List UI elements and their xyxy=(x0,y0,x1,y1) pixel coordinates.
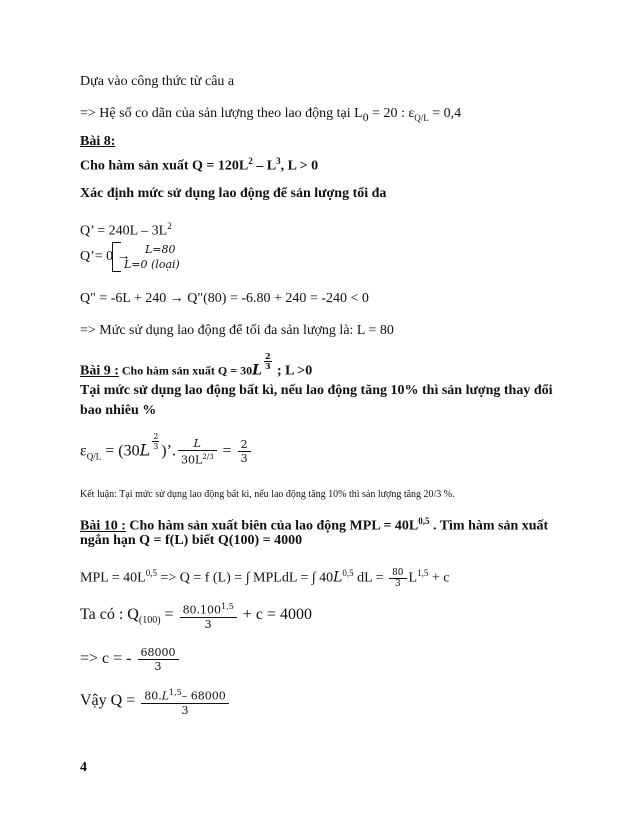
first-derivative: Q’ = $240L - 3L^2$ xyxy=(80,221,172,239)
bai8-result: => Mức sử dụng lao động để tối đa sản lượng là: L = 80 xyxy=(80,323,394,338)
case-bracket xyxy=(112,242,121,272)
case-l0: L=0 (loại) xyxy=(124,258,180,271)
second-derivative: Q" = -6L + 240 → Q"(80) = -6.80 + 240 = -240 < 0 xyxy=(80,291,369,306)
page-number: 4 xyxy=(80,760,87,775)
intro-line: Dựa vào công thức từ câu a xyxy=(80,74,235,89)
case-l80: L=80 xyxy=(145,243,176,256)
c-value: => c = - $\frac{68000}{3}$ xyxy=(80,642,181,676)
bai9-question: Tại mức sử dụng lao động bất kì, nếu lao động tăng 10% thì sản lượng thay đổi xyxy=(80,383,553,398)
bai10-header: Bài 10 : Cho hàm sản xuất biên của lao động MPL = $40L^{0,5}$ . Tìm hàm sản xuất xyxy=(80,516,549,534)
bai9-elasticity-formula: $\varepsilon_{Q/L} = (30L$ $\frac{2}{3}$ )’. $\frac{L}{30L^{2/3}}$ = $\frac{2}{3}$ xyxy=(80,432,253,474)
mpl-integral: MPL = $40L^{0,5} => Q = f$ (L) = ∫ MPLdL = ∫ $40L^{0,5}$ dL = $\frac{80}{3}$ L$^{1,5}$ + c xyxy=(80,567,450,589)
elasticity-result-line: => Hệ số co dãn của sản lượng theo lao động tại $L_0 = 20$ : $\varepsilon_{Q/L} = 0,4$ xyxy=(80,106,462,124)
q100-equation: Ta có : $Q_{(100)}$ = $\frac{80.100^{1,5}}{3}$ + c = 4000 xyxy=(80,602,312,631)
bai8-question: Xác định mức sử dụng lao động để sản lượng tối đa xyxy=(80,186,387,201)
bai8-function: Cho hàm sản xuất $Q = 120L^2 - L^3$, L > 0 xyxy=(80,156,319,174)
bai10-header-cont: ngắn hạn Q = f(L) biết Q(100) = 4000 xyxy=(80,533,303,548)
bai9-question-cont: bao nhiêu % xyxy=(80,403,157,418)
derivative-zero: Q’= 0 → xyxy=(80,249,131,264)
bai9-conclusion: Kết luận: Tại mức sử dụng lao động bất kì, nếu lao động tăng 10% thì sản lượng tăng 20/3 %. xyxy=(80,489,455,500)
bai9-header: Bài 9 : Cho hàm sản xuất Q = 30L $\frac{2}{3}$ ; L >0 xyxy=(80,351,313,379)
final-q-function: Vậy Q = $\frac{80.L^{1,5}- 68000}{3}$ xyxy=(80,684,231,718)
bai8-title: Bài 8: xyxy=(80,134,116,149)
